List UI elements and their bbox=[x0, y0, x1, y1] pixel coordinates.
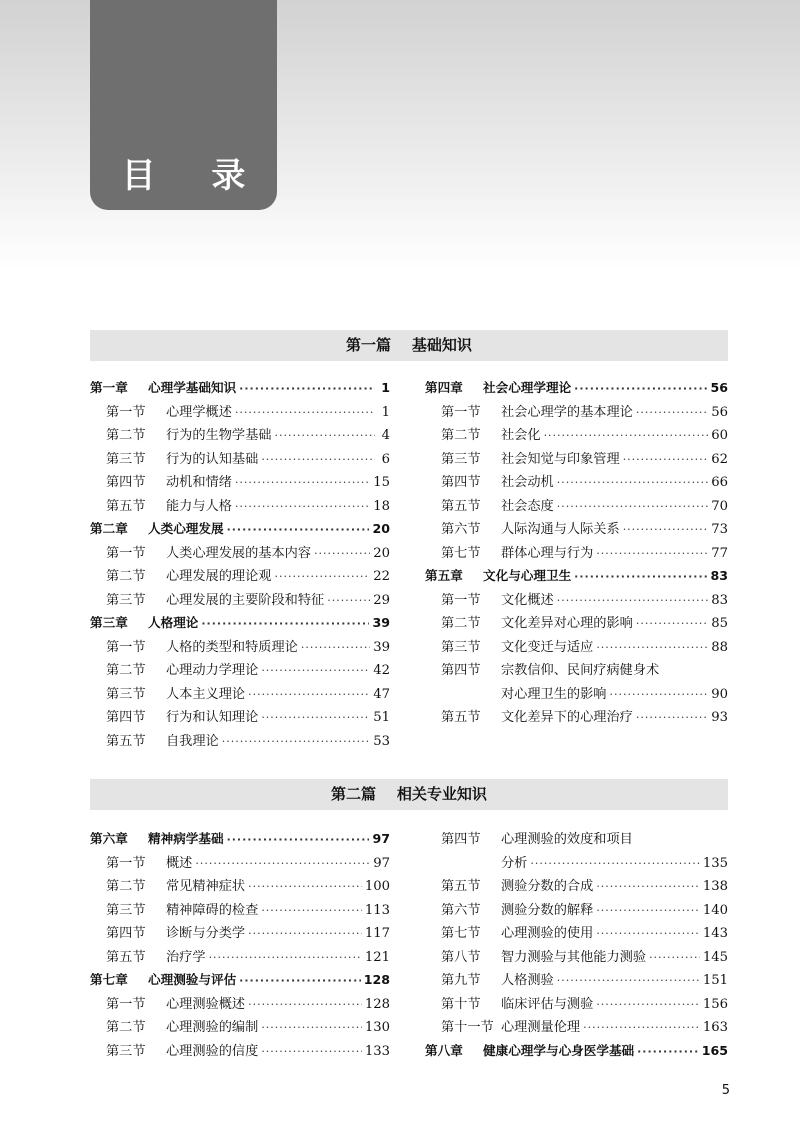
toc-chapter-entry bbox=[90, 612, 390, 636]
toc-dot-leader bbox=[201, 617, 369, 630]
toc-section-entry bbox=[425, 706, 728, 730]
toc-page-number: 29 bbox=[373, 592, 390, 608]
toc-section-entry bbox=[425, 683, 728, 707]
toc-page-number: 39 bbox=[372, 615, 390, 630]
toc-entry-title: 智力测验与其他能力测验 bbox=[501, 949, 647, 965]
toc-page-number: 47 bbox=[373, 686, 390, 702]
toc-page-number: 83 bbox=[711, 592, 728, 608]
toc-entry-label: 第八节 bbox=[441, 949, 481, 965]
toc-entry-title: 测验分数的合成 bbox=[501, 879, 594, 894]
toc-dot-leader bbox=[623, 523, 709, 536]
toc-page-number: 156 bbox=[702, 996, 728, 1012]
toc-page-number: 22 bbox=[373, 569, 390, 584]
toc-page-number: 39 bbox=[373, 639, 390, 655]
toc-section-entry bbox=[425, 659, 728, 683]
toc-page-number: 138 bbox=[702, 879, 728, 894]
toc-entry-title: 人格测验 bbox=[501, 973, 554, 988]
toc-entry-title: 健康心理学与心身医学基础 bbox=[483, 1042, 635, 1058]
toc-entry-label: 第二节 bbox=[106, 663, 146, 678]
toc-section-entry bbox=[90, 542, 390, 566]
toc-entry-label: 第三章 bbox=[90, 615, 128, 630]
toc-section-entry bbox=[425, 542, 728, 566]
toc-dot-leader bbox=[261, 1021, 362, 1034]
toc-entry-label: 第三节 bbox=[106, 902, 146, 918]
toc-entry-label: 第五节 bbox=[106, 498, 146, 514]
toc-entry-label: 第三节 bbox=[106, 686, 146, 702]
toc-dot-leader bbox=[596, 904, 700, 917]
toc-entry-title: 对心理卫生的影响 bbox=[501, 686, 607, 702]
toc-dot-leader bbox=[583, 1021, 700, 1034]
toc-entry-label: 第三节 bbox=[106, 592, 146, 608]
toc-dot-leader bbox=[261, 453, 375, 466]
toc-section-entry bbox=[425, 612, 728, 636]
toc-entry-label: 第六节 bbox=[441, 522, 481, 537]
toc-entry-label: 第四节 bbox=[441, 832, 481, 847]
toc-entry-title: 心理测验的信度 bbox=[166, 1043, 259, 1059]
toc-page-number: 56 bbox=[710, 380, 728, 395]
part-heading: 第一篇 基础知识 bbox=[90, 330, 728, 361]
toc-chapter-entry bbox=[425, 1040, 728, 1064]
toc-entry-title: 动机和情绪 bbox=[166, 475, 232, 490]
toc-section-entry bbox=[90, 922, 390, 946]
toc-entry-label: 第二节 bbox=[441, 616, 481, 631]
toc-entry-title: 人际沟通与人际关系 bbox=[501, 522, 620, 537]
toc-entry-title: 精神病学基础 bbox=[148, 831, 224, 846]
toc-entry-title: 精神障碍的检查 bbox=[166, 902, 259, 918]
toc-entry-title: 治疗学 bbox=[166, 949, 206, 965]
toc-entry-label: 第四节 bbox=[106, 475, 146, 490]
toc-entry-label: 第五节 bbox=[106, 733, 146, 749]
toc-dot-leader bbox=[557, 476, 708, 489]
toc-page-number: 145 bbox=[702, 949, 728, 965]
toc-page-number: 15 bbox=[373, 475, 390, 490]
toc-chapter-entry bbox=[90, 377, 390, 401]
toc-page-number: 128 bbox=[364, 996, 390, 1012]
toc-dot-leader bbox=[222, 735, 370, 748]
toc-section-entry bbox=[425, 969, 728, 993]
toc-page-number: 130 bbox=[364, 1020, 390, 1035]
toc-entry-title: 常见精神症状 bbox=[166, 879, 246, 894]
toc-column-left bbox=[90, 828, 390, 1063]
toc-dot-leader bbox=[235, 476, 370, 489]
toc-dot-leader bbox=[596, 998, 700, 1011]
toc-entry-title: 人类心理发展的基本内容 bbox=[166, 545, 312, 561]
toc-entry-label: 第三节 bbox=[106, 451, 146, 467]
toc-entry-label: 第五节 bbox=[441, 710, 481, 725]
toc-entry-label: 第一节 bbox=[441, 404, 481, 420]
toc-dot-leader bbox=[248, 880, 362, 893]
toc-page-number: 56 bbox=[711, 404, 728, 420]
toc-entry-label: 第三节 bbox=[106, 1043, 146, 1059]
toc-entry-label: 第一节 bbox=[106, 404, 146, 420]
toc-section-entry bbox=[90, 706, 390, 730]
toc-dot-leader bbox=[301, 641, 370, 654]
toc-dot-leader bbox=[544, 429, 709, 442]
toc-dot-leader bbox=[261, 1045, 362, 1058]
toc-dot-leader bbox=[227, 523, 370, 536]
toc-entry-label: 第二节 bbox=[106, 879, 146, 894]
toc-page-number: 60 bbox=[711, 428, 728, 443]
toc-page-number: 117 bbox=[364, 926, 390, 941]
toc-entry-title: 文化差异下的心理治疗 bbox=[501, 710, 633, 725]
toc-entry-title: 测验分数的解释 bbox=[501, 902, 594, 918]
toc-entry-title: 社会心理学理论 bbox=[483, 380, 572, 395]
toc-entry-title: 文化与心理卫生 bbox=[483, 568, 572, 583]
toc-dot-leader bbox=[209, 951, 362, 964]
toc-entry-title: 行为和认知理论 bbox=[166, 710, 259, 725]
toc-section-entry bbox=[90, 401, 390, 425]
toc-dot-leader bbox=[623, 453, 709, 466]
toc-entry-title: 社会态度 bbox=[501, 498, 554, 514]
toc-page-number: 113 bbox=[364, 902, 390, 918]
toc-entry-label: 第二节 bbox=[441, 428, 481, 443]
toc-chapter-entry bbox=[90, 828, 390, 852]
toc-page-number: 20 bbox=[373, 545, 390, 561]
toc-section-entry bbox=[425, 401, 728, 425]
toc-entry-title: 行为的生物学基础 bbox=[166, 428, 272, 443]
toc-section-entry bbox=[90, 448, 390, 472]
toc-page-number: 97 bbox=[372, 831, 390, 846]
toc-entry-title: 概述 bbox=[166, 855, 193, 871]
toc-entry-label: 第十一节 bbox=[441, 1020, 494, 1035]
toc-page-number: 163 bbox=[702, 1020, 728, 1035]
toc-chapter-entry bbox=[425, 565, 728, 589]
toc-section-entry bbox=[90, 899, 390, 923]
toc-section-entry bbox=[90, 424, 390, 448]
toc-column-left bbox=[90, 377, 390, 753]
toc-entry-title: 文化概述 bbox=[501, 592, 554, 608]
toc-page-number: 135 bbox=[702, 855, 728, 871]
toc-entry-label: 第六节 bbox=[441, 902, 481, 918]
toc-section-entry bbox=[425, 828, 728, 852]
toc-section-entry bbox=[90, 659, 390, 683]
toc-entry-label: 第九节 bbox=[441, 973, 481, 988]
toc-page-number: 51 bbox=[373, 710, 390, 725]
toc-page-number: 88 bbox=[711, 639, 728, 655]
toc-section-entry bbox=[90, 565, 390, 589]
toc-page-number: 151 bbox=[702, 973, 728, 988]
toc-page-number: 165 bbox=[701, 1042, 728, 1058]
toc-page-number: 73 bbox=[711, 522, 728, 537]
toc-section-entry bbox=[90, 730, 390, 754]
toc-entry-label: 第一节 bbox=[106, 855, 146, 871]
toc-entry-label: 第二节 bbox=[106, 569, 146, 584]
toc-entry-title: 心理测验的使用 bbox=[501, 926, 594, 941]
toc-entry-title: 文化差异对心理的影响 bbox=[501, 616, 633, 631]
toc-chapter-entry bbox=[90, 969, 390, 993]
toc-entry-title: 自我理论 bbox=[166, 733, 219, 749]
toc-entry-title: 分析 bbox=[501, 855, 528, 871]
toc-section-entry bbox=[425, 518, 728, 542]
toc-dot-leader bbox=[636, 711, 708, 724]
toc-entry-label: 第二节 bbox=[106, 428, 146, 443]
toc-dot-leader bbox=[596, 641, 708, 654]
toc-dot-leader bbox=[610, 688, 709, 701]
toc-dot-leader bbox=[235, 406, 375, 419]
toc-section-entry bbox=[425, 1016, 728, 1040]
toc-dot-leader bbox=[596, 547, 708, 560]
toc-entry-title: 社会心理学的基本理论 bbox=[501, 404, 633, 420]
toc-dot-leader bbox=[248, 927, 362, 940]
toc-chapter-entry bbox=[90, 518, 390, 542]
toc-entry-title: 心理动力学理论 bbox=[166, 663, 259, 678]
toc-dot-leader bbox=[239, 974, 361, 987]
toc-dot-leader bbox=[314, 547, 370, 560]
toc-section-entry bbox=[90, 993, 390, 1017]
toc-section-entry bbox=[425, 471, 728, 495]
toc-entry-label: 第五节 bbox=[441, 879, 481, 894]
toc-dot-leader bbox=[227, 833, 370, 846]
toc-page-number: 6 bbox=[381, 451, 390, 467]
toc-page-number: 90 bbox=[711, 686, 728, 702]
toc-page-number: 83 bbox=[710, 568, 728, 583]
toc-section-entry bbox=[425, 448, 728, 472]
toc-section-entry bbox=[425, 922, 728, 946]
toc-entry-title: 人格的类型和特质理论 bbox=[166, 639, 298, 655]
toc-section-entry bbox=[425, 875, 728, 899]
toc-section-entry bbox=[425, 852, 728, 876]
toc-entry-title: 社会化 bbox=[501, 428, 541, 443]
toc-entry-label: 第三节 bbox=[441, 451, 481, 467]
toc-page-number: 121 bbox=[364, 949, 390, 965]
toc-page-number: 18 bbox=[373, 498, 390, 514]
toc-entry-title: 心理学基础知识 bbox=[148, 380, 237, 395]
toc-page-number: 140 bbox=[702, 902, 728, 918]
toc-entry-label: 第一节 bbox=[106, 545, 146, 561]
toc-entry-title: 群体心理与行为 bbox=[501, 545, 594, 561]
toc-dot-leader bbox=[649, 951, 700, 964]
toc-entry-title: 心理发展的主要阶段和特征 bbox=[166, 592, 325, 608]
toc-entry-title: 诊断与分类学 bbox=[166, 926, 246, 941]
page-number: 5 bbox=[721, 1083, 730, 1098]
toc-dot-leader bbox=[239, 382, 375, 395]
toc-page-number: 143 bbox=[702, 926, 728, 941]
toc-page-number: 97 bbox=[373, 855, 390, 871]
toc-entry-label: 第五节 bbox=[441, 498, 481, 514]
toc-entry-label: 第七章 bbox=[90, 972, 128, 987]
toc-dot-leader bbox=[261, 904, 362, 917]
toc-section-entry bbox=[90, 471, 390, 495]
toc-section-entry bbox=[90, 946, 390, 970]
toc-entry-title: 心理发展的理论观 bbox=[166, 569, 272, 584]
toc-entry-title: 社会动机 bbox=[501, 475, 554, 490]
toc-dot-leader bbox=[557, 974, 700, 987]
toc-entry-label: 第五节 bbox=[106, 949, 146, 965]
toc-column-right bbox=[425, 377, 728, 730]
toc-section-entry bbox=[90, 495, 390, 519]
toc-entry-label: 第四章 bbox=[425, 380, 463, 395]
toc-dot-leader bbox=[596, 927, 700, 940]
toc-dot-leader bbox=[248, 998, 362, 1011]
toc-entry-title: 人类心理发展 bbox=[148, 521, 224, 536]
toc-entry-title: 行为的认知基础 bbox=[166, 451, 259, 467]
toc-dot-leader bbox=[248, 688, 370, 701]
toc-entry-label: 第一节 bbox=[441, 592, 481, 608]
toc-entry-title: 临床评估与测验 bbox=[501, 996, 594, 1012]
toc-page-number: 77 bbox=[711, 545, 728, 561]
toc-entry-title: 心理测验的编制 bbox=[166, 1020, 259, 1035]
toc-page-number: 66 bbox=[711, 475, 728, 490]
toc-page-number: 70 bbox=[711, 498, 728, 514]
toc-dot-leader bbox=[530, 857, 699, 870]
toc-entry-label: 第六章 bbox=[90, 831, 128, 846]
title-tab bbox=[90, 0, 277, 210]
toc-entry-title: 心理测验的效度和项目 bbox=[501, 832, 633, 847]
toc-entry-label: 第一节 bbox=[106, 996, 146, 1012]
toc-dot-leader bbox=[557, 594, 708, 607]
toc-entry-title: 社会知觉与印象管理 bbox=[501, 451, 620, 467]
toc-page-number: 53 bbox=[373, 733, 390, 749]
toc-page-number: 1 bbox=[381, 380, 390, 395]
toc-entry-label: 第三节 bbox=[441, 639, 481, 655]
toc-entry-label: 第五章 bbox=[425, 568, 463, 583]
toc-section-entry bbox=[90, 589, 390, 613]
toc-dot-leader bbox=[637, 1045, 699, 1058]
toc-entry-label: 第四节 bbox=[106, 710, 146, 725]
toc-dot-leader bbox=[195, 857, 370, 870]
toc-section-entry bbox=[425, 636, 728, 660]
toc-dot-leader bbox=[275, 570, 371, 583]
toc-entry-label: 第二节 bbox=[106, 1020, 146, 1035]
toc-section-entry bbox=[425, 993, 728, 1017]
toc-page-number: 4 bbox=[381, 428, 390, 443]
toc-entry-title: 能力与人格 bbox=[166, 498, 232, 514]
page-title: 目 录 bbox=[121, 156, 268, 196]
toc-column-right bbox=[425, 828, 728, 1063]
toc-page-number: 100 bbox=[364, 879, 390, 894]
toc-entry-label: 第七节 bbox=[441, 926, 481, 941]
toc-dot-leader bbox=[636, 406, 708, 419]
toc-chapter-entry bbox=[425, 377, 728, 401]
toc-section-entry bbox=[90, 636, 390, 660]
toc-entry-title: 宗教信仰、民间疗病健身术 bbox=[501, 663, 660, 678]
toc-page-number: 93 bbox=[711, 710, 728, 725]
toc-entry-title: 心理测量伦理 bbox=[501, 1020, 581, 1035]
toc-dot-leader bbox=[557, 500, 708, 513]
toc-dot-leader bbox=[574, 382, 707, 395]
toc-entry-title: 文化变迁与适应 bbox=[501, 639, 594, 655]
toc-dot-leader bbox=[596, 880, 700, 893]
toc-dot-leader bbox=[327, 594, 370, 607]
toc-page-number: 1 bbox=[381, 404, 390, 420]
toc-page-number: 42 bbox=[373, 663, 390, 678]
toc-entry-title: 人本主义理论 bbox=[166, 686, 246, 702]
toc-dot-leader bbox=[261, 711, 370, 724]
toc-entry-label: 第八章 bbox=[425, 1042, 463, 1058]
toc-dot-leader bbox=[574, 570, 707, 583]
toc-entry-label: 第四节 bbox=[106, 926, 146, 941]
toc-dot-leader bbox=[275, 429, 376, 442]
toc-section-entry bbox=[90, 683, 390, 707]
toc-section-entry bbox=[425, 899, 728, 923]
toc-section-entry bbox=[425, 424, 728, 448]
toc-page-number: 85 bbox=[711, 616, 728, 631]
toc-page-number: 128 bbox=[363, 972, 390, 987]
toc-dot-leader bbox=[235, 500, 370, 513]
toc-page-number: 20 bbox=[372, 521, 390, 536]
toc-section-entry bbox=[425, 589, 728, 613]
toc-section-entry bbox=[90, 875, 390, 899]
toc-entry-label: 第十节 bbox=[441, 996, 481, 1012]
toc-section-entry bbox=[90, 1040, 390, 1064]
toc-page-number: 133 bbox=[364, 1043, 390, 1059]
toc-page-number: 62 bbox=[711, 451, 728, 467]
toc-section-entry bbox=[425, 495, 728, 519]
toc-entry-title: 心理测验概述 bbox=[166, 996, 246, 1012]
toc-entry-label: 第四节 bbox=[441, 663, 481, 678]
toc-entry-label: 第四节 bbox=[441, 475, 481, 490]
toc-entry-label: 第二章 bbox=[90, 521, 128, 536]
toc-entry-label: 第七节 bbox=[441, 545, 481, 561]
toc-section-entry bbox=[90, 1016, 390, 1040]
toc-section-entry bbox=[90, 852, 390, 876]
toc-section-entry bbox=[425, 946, 728, 970]
toc-entry-title: 心理测验与评估 bbox=[148, 972, 237, 987]
toc-dot-leader bbox=[636, 617, 708, 630]
part-heading: 第二篇 相关专业知识 bbox=[90, 779, 728, 810]
toc-entry-label: 第一章 bbox=[90, 380, 128, 395]
toc-entry-title: 人格理论 bbox=[148, 615, 199, 630]
toc-entry-label: 第一节 bbox=[106, 639, 146, 655]
toc-entry-title: 心理学概述 bbox=[166, 404, 232, 420]
toc-dot-leader bbox=[261, 664, 370, 677]
